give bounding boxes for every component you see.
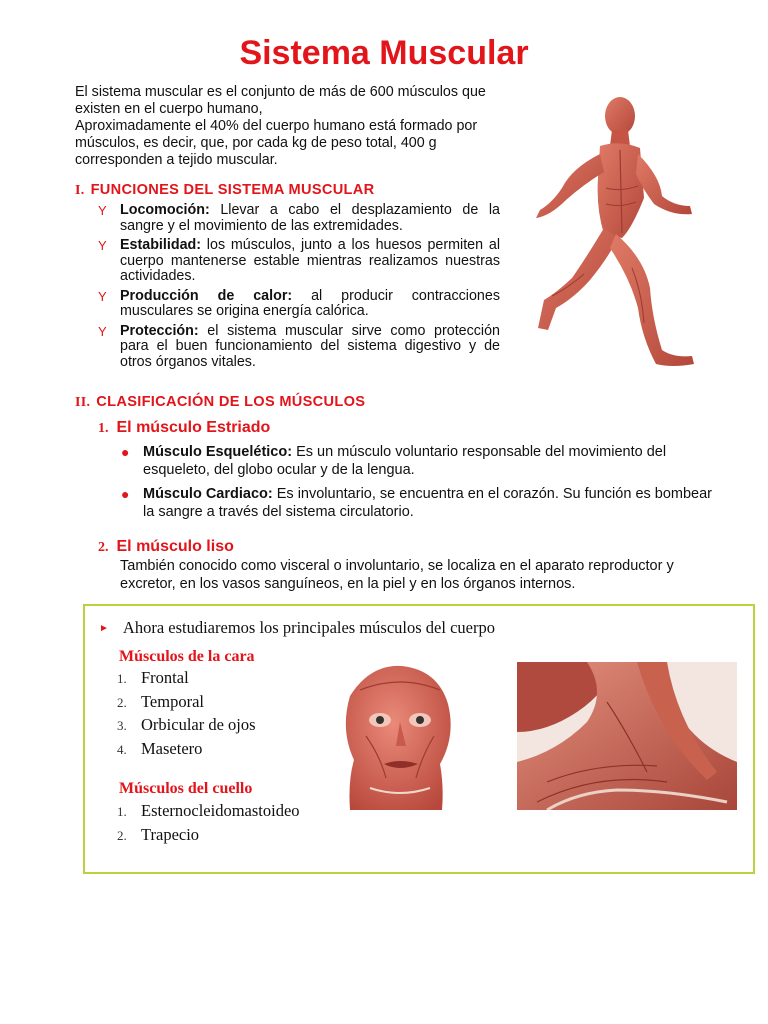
- smooth-muscle-text: También conocido como visceral o involuntario, se localiza en el aparato reproductor y excretor, en los vasos sanguíneos, en la piel y en los órganos internos.: [120, 558, 674, 592]
- facial-muscles-head: [330, 660, 462, 812]
- item-number: 1.: [117, 671, 127, 686]
- list-item: [117, 667, 256, 691]
- y-bullet-icon: Y: [98, 238, 107, 253]
- bullet-dot-icon: ●: [121, 444, 130, 460]
- y-bullet-icon: Y: [98, 323, 107, 339]
- list-item: [117, 800, 300, 824]
- list-item: [96, 324, 500, 371]
- list-item: [120, 485, 720, 521]
- item-number: 4.: [117, 741, 127, 757]
- section-number: II.: [75, 395, 91, 410]
- item-number: 2.: [117, 827, 127, 843]
- list-item: [117, 824, 300, 848]
- list-item: [117, 738, 256, 762]
- subsection-heading-text: El músculo Estriado: [116, 419, 271, 436]
- section-heading-text: FUNCIONES DEL SISTEMA MUSCULAR: [90, 182, 375, 198]
- item-text: Es un músculo voluntario responsable del movimiento del esqueleto, del globo ocular y de la lengua.: [143, 444, 667, 478]
- section-number: I.: [75, 183, 85, 198]
- list-item: [96, 238, 500, 285]
- page-title: Sistema Muscular: [239, 34, 529, 72]
- item-term: Protección:: [120, 322, 199, 339]
- item-label: Temporal: [141, 691, 204, 711]
- neck-muscles-list: [117, 800, 300, 847]
- neck-muscles-closeup: [517, 662, 737, 810]
- item-label: Orbicular de ojos: [141, 715, 256, 734]
- section-heading-text: CLASIFICACIÓN DE LOS MÚSCULOS: [96, 394, 366, 410]
- box-lead-text: Ahora estudiaremos los principales músculos del cuerpo: [122, 618, 495, 637]
- item-term: Locomoción:: [120, 202, 210, 218]
- list-item: [96, 203, 500, 234]
- item-term: Producción de calor:: [120, 287, 293, 304]
- muscles-box: [83, 604, 755, 874]
- intro-paragraph-2: Aproximadamente el 40% del cuerpo humano está formado por músculos, es decir, que, por cada kg de peso total, 400 g corresponden a tejido muscular.: [75, 118, 478, 168]
- face-muscles-heading: Músculos de la cara: [119, 648, 255, 665]
- list-item: [117, 691, 256, 715]
- item-text: los músculos, junto a los huesos permiten al cuerpo mantenerse estable mientras realizamos nuestras actividades.: [120, 237, 500, 284]
- item-text: Llevar a cabo el desplazamiento de la sangre y el movimiento de las extremidades.: [120, 202, 500, 234]
- item-term: Músculo Esquelético:: [143, 444, 293, 460]
- bullet-dot-icon: ●: [121, 486, 130, 502]
- arrow-bullet-icon: ►: [99, 623, 109, 634]
- item-label: Esternocleidomastoideo: [141, 801, 300, 820]
- box-lead: [99, 618, 495, 638]
- item-text: al producir contracciones musculares se origina energía calórica.: [120, 287, 500, 319]
- section-functions-heading: [75, 182, 374, 199]
- item-term: Estabilidad:: [120, 237, 202, 253]
- item-label: Trapecio: [141, 824, 200, 844]
- y-bullet-icon: Y: [98, 203, 107, 218]
- y-bullet-icon: Y: [98, 288, 107, 304]
- subsection-heading-text: El músculo liso: [116, 538, 234, 555]
- face-muscles-list: [117, 667, 256, 761]
- list-item: [117, 714, 256, 738]
- striated-list: [120, 443, 720, 527]
- neck-muscles-heading: Músculos del cuello: [119, 780, 253, 797]
- subsection-number: 2.: [98, 540, 109, 555]
- item-number: 3.: [117, 718, 127, 733]
- list-item: [120, 443, 720, 479]
- item-text: el sistema muscular sirve como protección para el buen funcionamiento del sistema digestivo y de otros órganos vitales.: [120, 322, 500, 370]
- section-classification-heading: [75, 394, 365, 411]
- running-muscle-figure: [512, 88, 712, 388]
- intro-paragraph-1: El sistema muscular es el conjunto de más de 600 músculos que existen en el cuerpo humano,: [75, 84, 486, 117]
- item-number: 2.: [117, 694, 127, 710]
- item-term: Músculo Cardiaco:: [143, 486, 273, 502]
- list-item: [96, 289, 500, 320]
- intro-text: [75, 84, 510, 169]
- item-number: 1.: [117, 804, 127, 819]
- functions-list: [96, 203, 500, 374]
- subsection-number: 1.: [98, 421, 109, 436]
- item-label: Masetero: [141, 738, 203, 758]
- item-text: Es involuntario, se encuentra en el corazón. Su función es bombear la sangre a través del sistema circulatorio.: [143, 486, 713, 520]
- item-label: Frontal: [141, 668, 189, 687]
- subsection-striated-heading: [98, 419, 270, 437]
- subsection-smooth-heading: [98, 538, 234, 556]
